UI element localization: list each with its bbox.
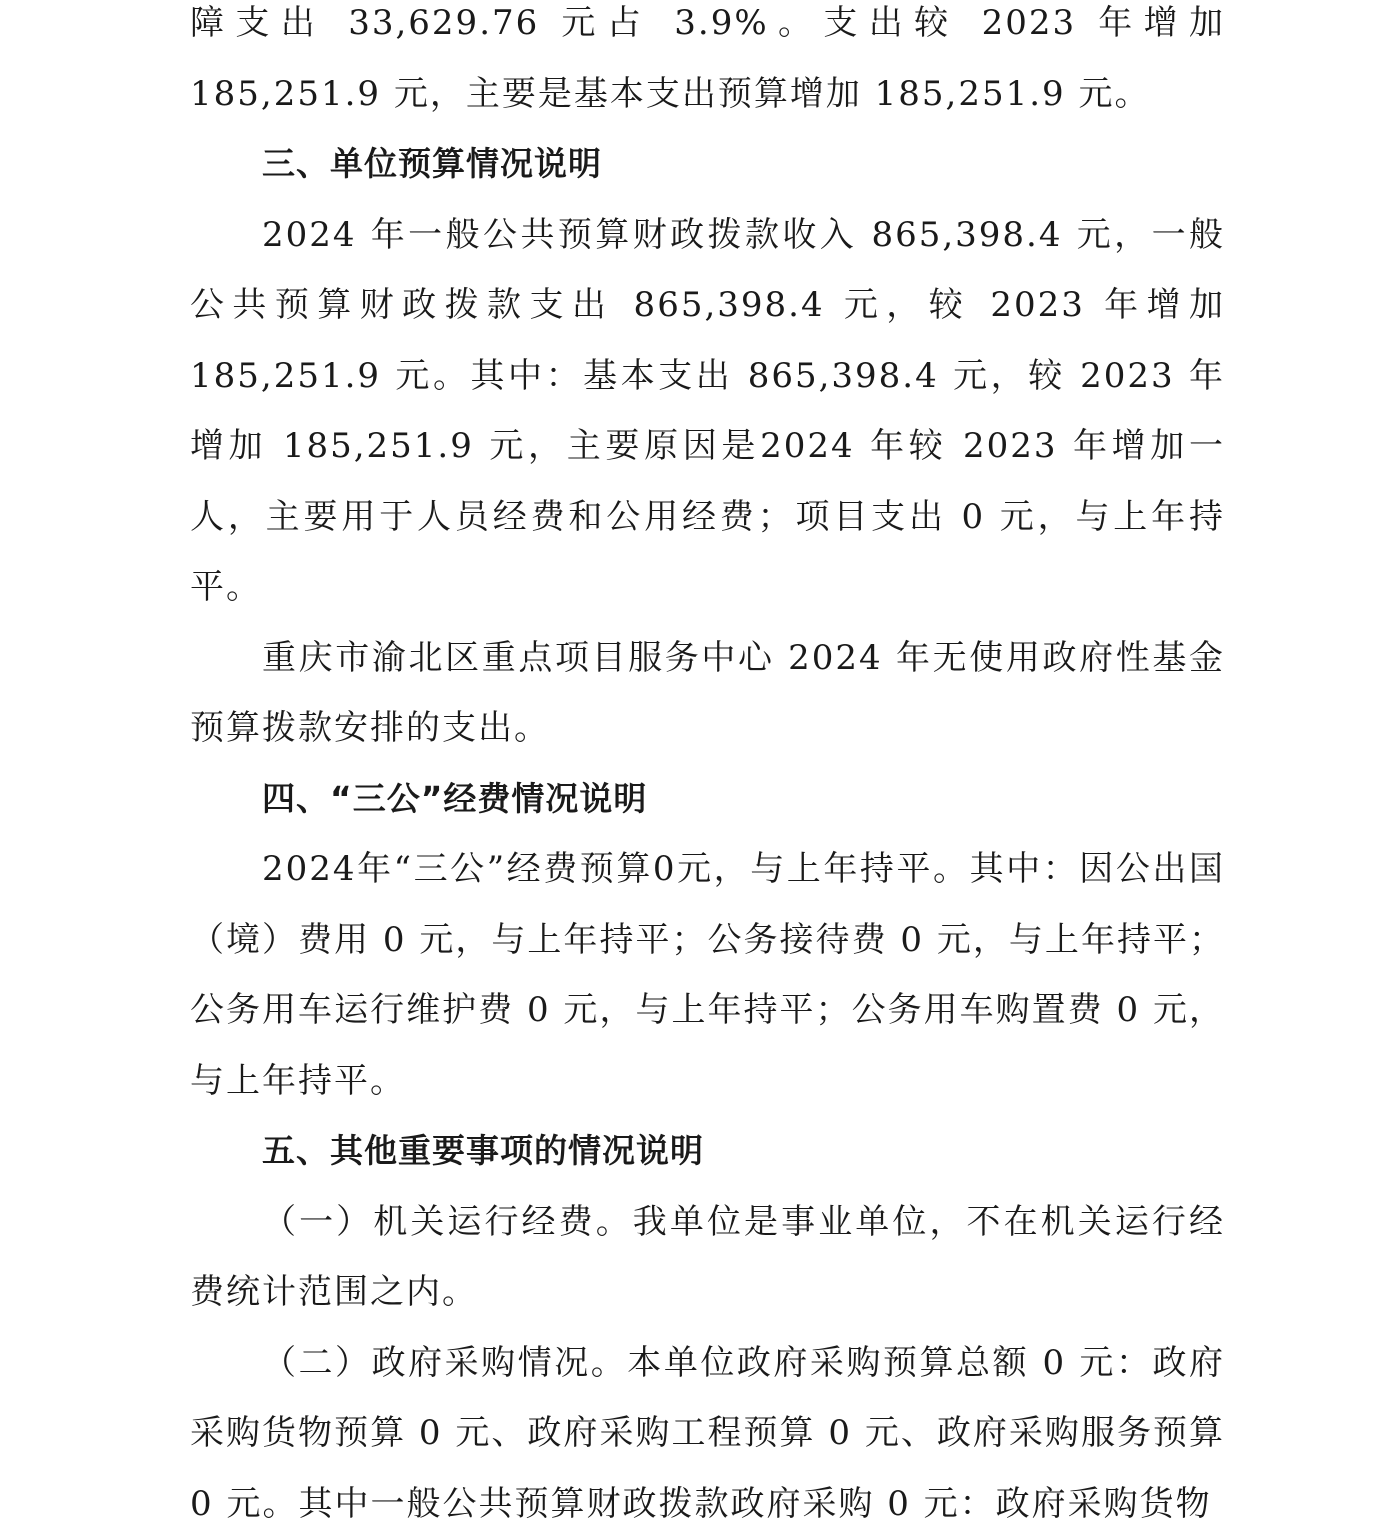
paragraph-government-fund: 重庆市渝北区重点项目服务中心 2024 年无使用政府性基金预算拨款安排的支出。	[190, 623, 1225, 764]
document-body	[190, 0, 1225, 1539]
paragraph-three-public-expenses: 2024年“三公”经费预算0元，与上年持平。其中：因公出国（境）费用 0 元，与上年持平；公务接待费 0 元，与上年持平；公务用车运行维护费 0 元，与上年持平；公务用车购置费 0 元，与上年持平。	[190, 834, 1225, 1116]
paragraph-government-procurement: （二）政府采购情况。本单位政府采购预算总额 0 元：政府采购货物预算 0 元、政府采购工程预算 0 元、政府采购服务预算0 元。其中一般公共预算财政拨款政府采购 0 元：政府采购货物	[190, 1328, 1225, 1539]
section-heading-4: 四、“三公”经费情况说明	[190, 764, 1225, 835]
section-heading-5: 五、其他重要事项的情况说明	[190, 1116, 1225, 1187]
paragraph-unit-budget: 2024 年一般公共预算财政拨款收入 865,398.4 元，一般公共预算财政拨款支出 865,398.4 元，较 2023 年增加 185,251.9 元。其中：基本支出 865,398.4 元，较 2023 年增加 185,251.9 元，主要原因是2024 年较 2023 年增加一人，主要用于人员经费和公用经费；项目支出 0 元，与上年持平。	[190, 200, 1225, 623]
paragraph-agency-operating-costs: （一）机关运行经费。我单位是事业单位，不在机关运行经费统计范围之内。	[190, 1187, 1225, 1328]
section-heading-3: 三、单位预算情况说明	[190, 129, 1225, 200]
paragraph-continuation: 障支出 33,629.76 元占 3.9%。支出较 2023 年增加 185,251.9 元，主要是基本支出预算增加 185,251.9 元。	[190, 0, 1225, 129]
